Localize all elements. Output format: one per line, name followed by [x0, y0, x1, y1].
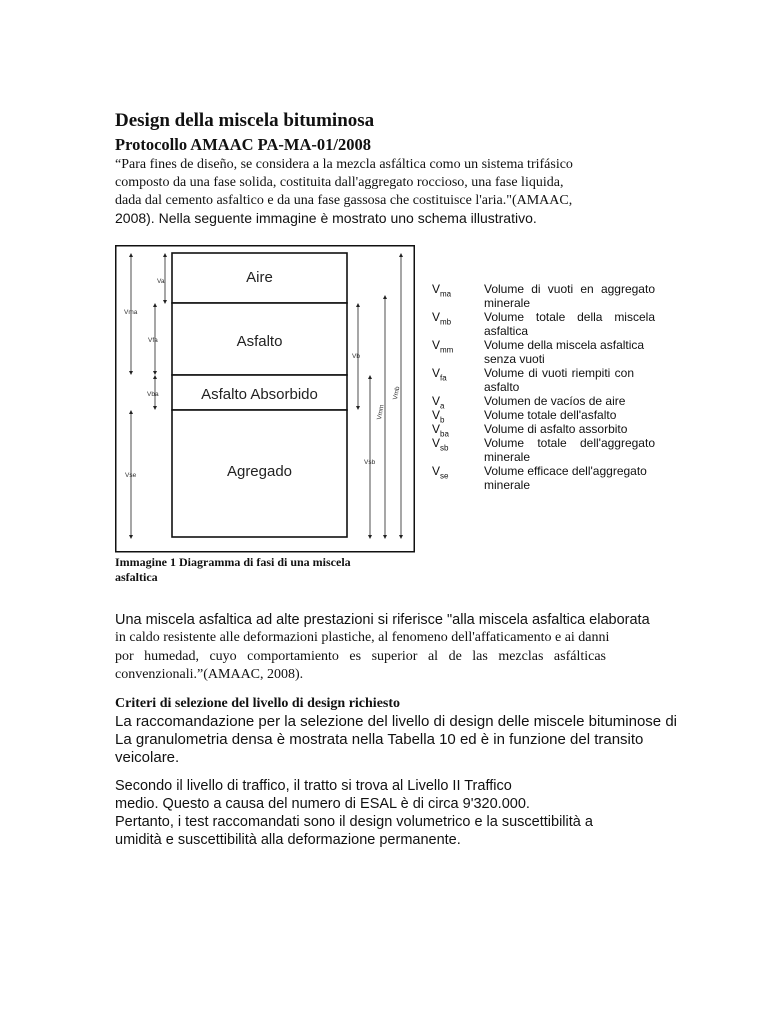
arrow-label-va: Va — [157, 278, 165, 285]
legend-symbol: $V_{mb}$ — [432, 310, 452, 327]
legend-symbol: $V_{sb}$ — [432, 436, 449, 453]
intro-line: dada dal cemento asfaltico e da una fase gassosa che costituisce l'aria."(AMAAC, — [115, 193, 573, 208]
arrow-label-vma: Vma — [124, 309, 138, 316]
legend-symbol: $V_{mm}$ — [432, 338, 454, 355]
intro-line: “Para fines de diseño, se considera a la mezcla asfáltica como un sistema trifásico — [115, 157, 573, 172]
phase-diagram — [115, 245, 415, 553]
paragraph2-line: convenzionali.”(AMAAC, 2008). — [115, 667, 304, 682]
arrow-label-vmm: Vmm — [376, 404, 386, 421]
phase-label-asfalto-absorbido: Asfalto Absorbido — [201, 386, 318, 403]
legend-description: Volume totale dell'asfalto — [484, 408, 617, 422]
paragraph2-line: in caldo resistente alle deformazioni plastiche, al fenomeno dell'affaticamento e ai danni — [115, 630, 610, 645]
traffico-line: umidità e suscettibilità alla deformazione permanente. — [115, 832, 461, 848]
legend-symbol: $V_{fa}$ — [432, 366, 447, 383]
phase-label-asfalto: Asfalto — [236, 333, 283, 350]
page-subtitle: Protocollo AMAAC PA-MA-01/2008 — [115, 135, 371, 154]
arrow-label-vb: Vb — [352, 353, 360, 360]
traffico-line: Secondo il livello di traffico, il tratto si trova al Livello II Traffico — [115, 778, 512, 794]
legend-symbol: $V_{ma}$ — [432, 282, 452, 299]
phase-label-agregado: Agregado — [226, 463, 293, 480]
legend-symbol: $V_{se}$ — [432, 464, 449, 481]
section-heading: Criteri di selezione del livello di design richiesto — [115, 696, 401, 711]
intro-line: 2008). Nella seguente immagine è mostrato uno schema illustrativo. — [115, 210, 537, 226]
legend-symbol: $V_b$ — [432, 408, 445, 425]
paragraph2-line: por humedad, cuyo comportamiento es superior al de las mezclas asfálticas — [115, 649, 606, 664]
traffico-line: Pertanto, i test raccomandati sono il design volumetrico e la suscettibilità a — [115, 814, 593, 830]
phase-label-aire: Aire — [246, 269, 273, 286]
arrow-label-vfa: Vfa — [148, 337, 158, 344]
legend-description: Volume di vuoti en aggregato minerale — [484, 282, 655, 310]
legend-description: Volume efficace dell'aggregato minerale — [484, 464, 647, 492]
traffico-line: medio. Questo a causa del numero di ESAL è di circa 9'320.000. — [115, 796, 530, 812]
legend-description: Volume di asfalto assorbito — [484, 422, 628, 436]
arrow-label-vba: Vba — [147, 391, 159, 398]
arrow-label-vmb: Vmb — [392, 385, 402, 401]
legend-description: Volumen de vacíos de aire — [484, 394, 626, 408]
arrow-label-vse: Vse — [125, 472, 137, 479]
legend-description: Volume totale dell'aggregato minerale — [484, 436, 655, 464]
arrow-label-vsb: Vsb — [364, 459, 376, 466]
legend-description: Volume di vuoti riempiti con asfalto — [484, 366, 634, 394]
legend-symbol: $V_{ba}$ — [432, 422, 449, 439]
criteri-line: La raccomandazione per la selezione del livello di design delle miscele bituminose di — [115, 713, 677, 730]
legend-description: Volume della miscela asfaltica senza vuoti — [484, 338, 645, 366]
criteri-line: La granulometria densa è mostrata nella Tabella 10 ed è in funzione del transito — [115, 731, 644, 748]
legend-description: Volume totale della miscela asfaltica — [484, 310, 655, 338]
legend-symbol: $V_a$ — [432, 394, 445, 411]
page-title: Design della miscela bituminosa — [115, 110, 375, 131]
criteri-line: veicolare. — [115, 749, 180, 766]
intro-line: composto da una fase solida, costituita dall'aggregato roccioso, una fase liquida, — [115, 175, 564, 190]
paragraph2-line: Una miscela asfaltica ad alte prestazioni si riferisce "alla miscela asfaltica elaborata — [115, 612, 650, 628]
figure-caption: Immagine 1 Diagramma di fasi di una miscela asfaltica — [115, 555, 351, 584]
